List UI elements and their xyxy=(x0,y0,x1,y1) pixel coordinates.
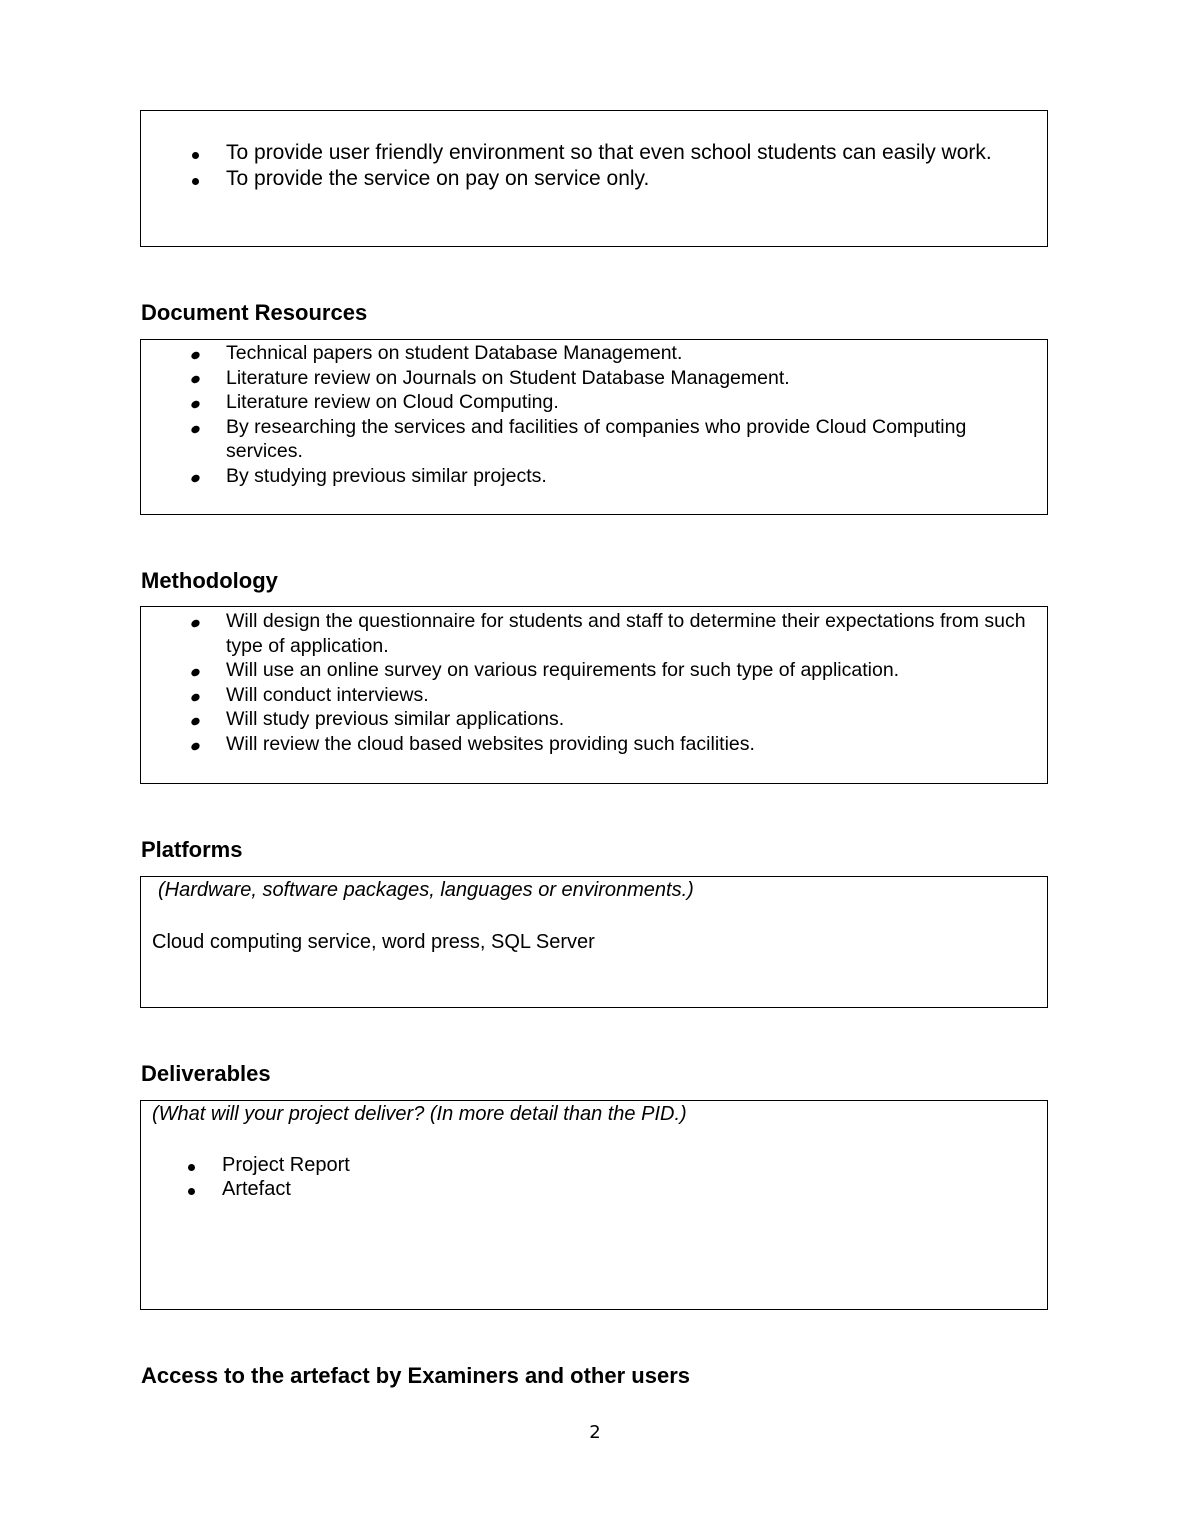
bullet-icon xyxy=(190,473,201,483)
bullet-icon xyxy=(190,667,201,677)
bullet-icon xyxy=(190,716,201,726)
deliverables-heading: Deliverables xyxy=(141,1061,271,1086)
bullet-icon xyxy=(190,350,201,360)
list-item: Will use an online survey on various requirements for such type of application. xyxy=(141,658,1047,683)
objectives-box xyxy=(140,110,1048,247)
platforms-heading: Platforms xyxy=(141,837,243,862)
list-item: Artefact xyxy=(137,1177,358,1201)
list-item: Will review the cloud based websites providing such facilities. xyxy=(141,732,1047,757)
list-item: To provide user friendly environment so that even school students can easily work. xyxy=(141,140,1047,166)
bullet-icon xyxy=(192,178,199,185)
bullet-icon xyxy=(192,152,199,159)
list-item: Will design the questionnaire for students and staff to determine their expectations from such type of application. xyxy=(141,609,1047,658)
platforms-text: Cloud computing service, word press, SQL Server xyxy=(152,931,595,953)
access-heading: Access to the artefact by Examiners and other users xyxy=(141,1363,690,1388)
bullet-icon xyxy=(190,424,201,434)
deliverables-list xyxy=(137,1153,358,1201)
list-item: Literature review on Journals on Student Database Management. xyxy=(141,366,1047,391)
deliverables-box xyxy=(140,1100,1048,1310)
methodology-heading: Methodology xyxy=(141,568,278,593)
platforms-note: (Hardware, software packages, languages or environments.) xyxy=(158,879,694,901)
bullet-icon xyxy=(190,741,201,751)
list-item: Literature review on Cloud Computing. xyxy=(141,390,1047,415)
list-item: Technical papers on student Database Management. xyxy=(141,341,1047,366)
bullet-icon xyxy=(190,692,201,702)
list-item: Will study previous similar applications. xyxy=(141,707,1047,732)
bullet-icon xyxy=(190,399,201,409)
platforms-box xyxy=(140,876,1048,1008)
deliverables-note: (What will your project deliver? (In more detail than the PID.) xyxy=(152,1103,687,1125)
document-resources-box xyxy=(140,339,1048,515)
list-item: By researching the services and facilities of companies who provide Cloud Computing services. xyxy=(141,415,1047,464)
list-item: By studying previous similar projects. xyxy=(141,464,1047,489)
list-item: Will conduct interviews. xyxy=(141,683,1047,708)
bullet-icon xyxy=(188,1188,195,1195)
document-resources-list xyxy=(141,341,1047,489)
list-item: To provide the service on pay on service only. xyxy=(141,166,1047,192)
page-number: 2 xyxy=(589,1422,601,1443)
methodology-list xyxy=(141,609,1047,757)
bullet-icon xyxy=(190,375,201,385)
document-resources-heading: Document Resources xyxy=(141,300,368,325)
objectives-list xyxy=(141,140,1047,192)
methodology-box xyxy=(140,606,1048,784)
list-item: Project Report xyxy=(137,1153,358,1177)
bullet-icon xyxy=(190,618,201,628)
bullet-icon xyxy=(188,1164,195,1171)
